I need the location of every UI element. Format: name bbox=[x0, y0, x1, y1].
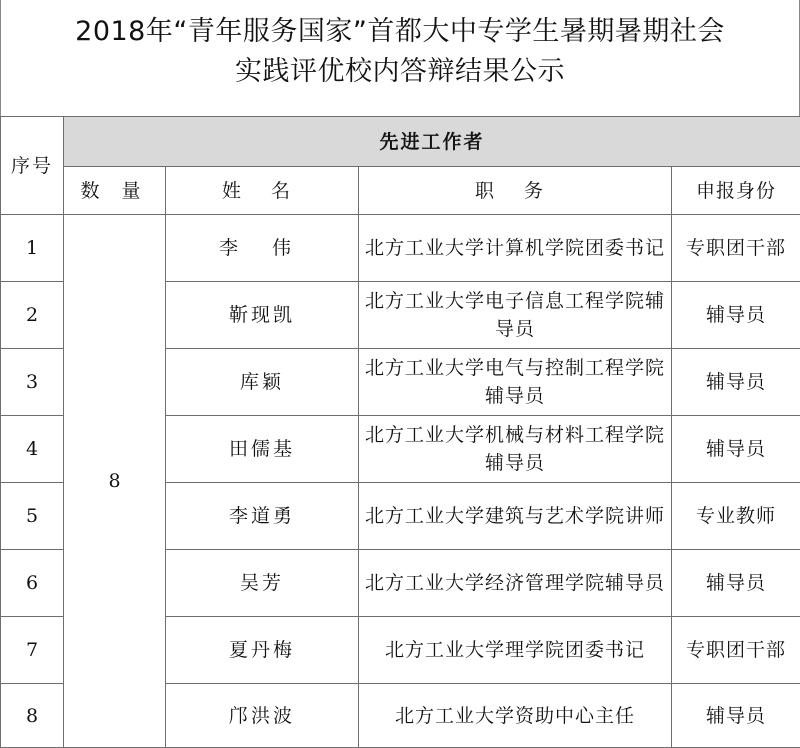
row-name: 邝洪波 bbox=[166, 684, 359, 748]
row-role: 辅导员 bbox=[672, 416, 800, 483]
row-position-text: 北方工业大学计算机学院团委书记 bbox=[359, 234, 671, 262]
row-seq: 8 bbox=[1, 684, 64, 748]
row-position bbox=[359, 684, 672, 748]
row-seq: 7 bbox=[1, 617, 64, 684]
row-role: 辅导员 bbox=[672, 349, 800, 416]
row-role: 辅导员 bbox=[672, 684, 800, 748]
row-name: 李 伟 bbox=[166, 215, 359, 282]
header-role: 申报身份 bbox=[672, 167, 800, 215]
row-position bbox=[359, 349, 672, 416]
document-title bbox=[0, 0, 800, 116]
header-seq: 序号 bbox=[1, 117, 64, 215]
row-position-text: 北方工业大学经济管理学院辅导员 bbox=[359, 569, 671, 597]
header-position: 职 务 bbox=[359, 167, 672, 215]
title-line-1: 2018年“青年服务国家”首都大中专学生暑期暑期社会 bbox=[1, 12, 799, 52]
row-position bbox=[359, 282, 672, 349]
row-role: 专职团干部 bbox=[672, 617, 800, 684]
count-value: 8 bbox=[64, 215, 166, 748]
header-count: 数 量 bbox=[64, 167, 166, 215]
category-title: 先进工作者 bbox=[64, 117, 800, 167]
header-row bbox=[1, 167, 800, 215]
row-position-text: 北方工业大学电气与控制工程学院辅导员 bbox=[359, 354, 671, 410]
row-seq: 2 bbox=[1, 282, 64, 349]
row-position bbox=[359, 617, 672, 684]
row-seq: 3 bbox=[1, 349, 64, 416]
row-role: 辅导员 bbox=[672, 282, 800, 349]
row-position bbox=[359, 416, 672, 483]
row-name: 靳现凯 bbox=[166, 282, 359, 349]
row-role: 专职团干部 bbox=[672, 215, 800, 282]
row-name: 田儒基 bbox=[166, 416, 359, 483]
row-position bbox=[359, 550, 672, 617]
table-row bbox=[1, 215, 800, 282]
row-role: 专业教师 bbox=[672, 483, 800, 550]
row-position-text: 北方工业大学资助中心主任 bbox=[359, 702, 671, 730]
row-seq: 6 bbox=[1, 550, 64, 617]
row-position-text: 北方工业大学理学院团委书记 bbox=[359, 636, 671, 664]
row-role: 辅导员 bbox=[672, 550, 800, 617]
row-seq: 5 bbox=[1, 483, 64, 550]
header-name: 姓 名 bbox=[166, 167, 359, 215]
row-position-text: 北方工业大学建筑与艺术学院讲师 bbox=[359, 502, 671, 530]
row-name: 库颖 bbox=[166, 349, 359, 416]
row-position-text: 北方工业大学电子信息工程学院辅导员 bbox=[359, 287, 671, 343]
row-seq: 4 bbox=[1, 416, 64, 483]
row-position bbox=[359, 483, 672, 550]
category-row bbox=[1, 117, 800, 167]
row-name: 吴芳 bbox=[166, 550, 359, 617]
results-table bbox=[0, 116, 800, 748]
row-seq: 1 bbox=[1, 215, 64, 282]
title-line-2: 实践评优校内答辩结果公示 bbox=[1, 52, 799, 92]
row-name: 夏丹梅 bbox=[166, 617, 359, 684]
row-position-text: 北方工业大学机械与材料工程学院辅导员 bbox=[359, 421, 671, 477]
row-name: 李道勇 bbox=[166, 483, 359, 550]
row-position bbox=[359, 215, 672, 282]
